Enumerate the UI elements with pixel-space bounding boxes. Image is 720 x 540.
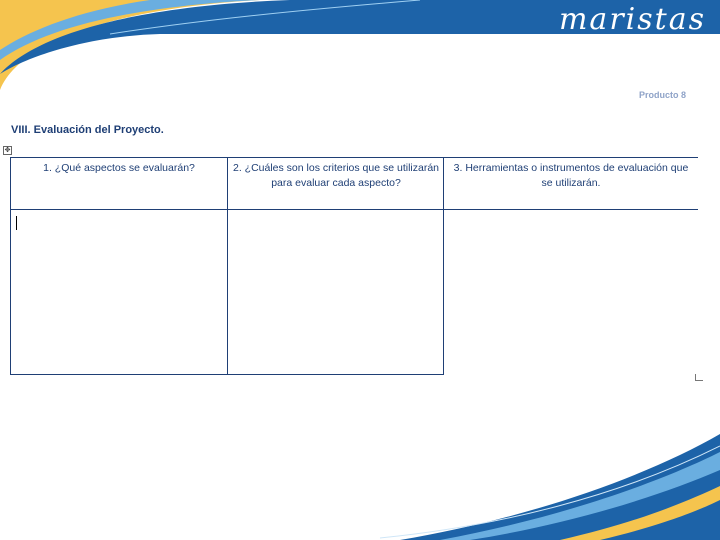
- column-header-tools: 3. Herramientas o instrumentos de evaluación que se utilizarán.: [453, 162, 689, 189]
- table-top-border: [10, 157, 698, 158]
- maristas-logo: maristas: [558, 2, 706, 37]
- text-cursor: [16, 216, 17, 230]
- table-cell-tools[interactable]: [444, 210, 698, 374]
- table-resize-handle[interactable]: [695, 374, 703, 381]
- product-label: Producto 8: [638, 90, 686, 100]
- table-move-handle-icon[interactable]: ✥: [4, 147, 11, 154]
- table-cell-aspects[interactable]: [11, 210, 227, 374]
- footer-wave-band: [0, 400, 720, 540]
- column-header-criteria: 2. ¿Cuáles son los criterios que se utilizarán para evaluar cada aspecto?: [232, 162, 439, 189]
- column-header-aspects: 1. ¿Qué aspectos se evaluarán?: [43, 162, 195, 174]
- section-title: VIII. Evaluación del Proyecto.: [11, 124, 164, 136]
- table-cell-criteria[interactable]: [228, 210, 443, 374]
